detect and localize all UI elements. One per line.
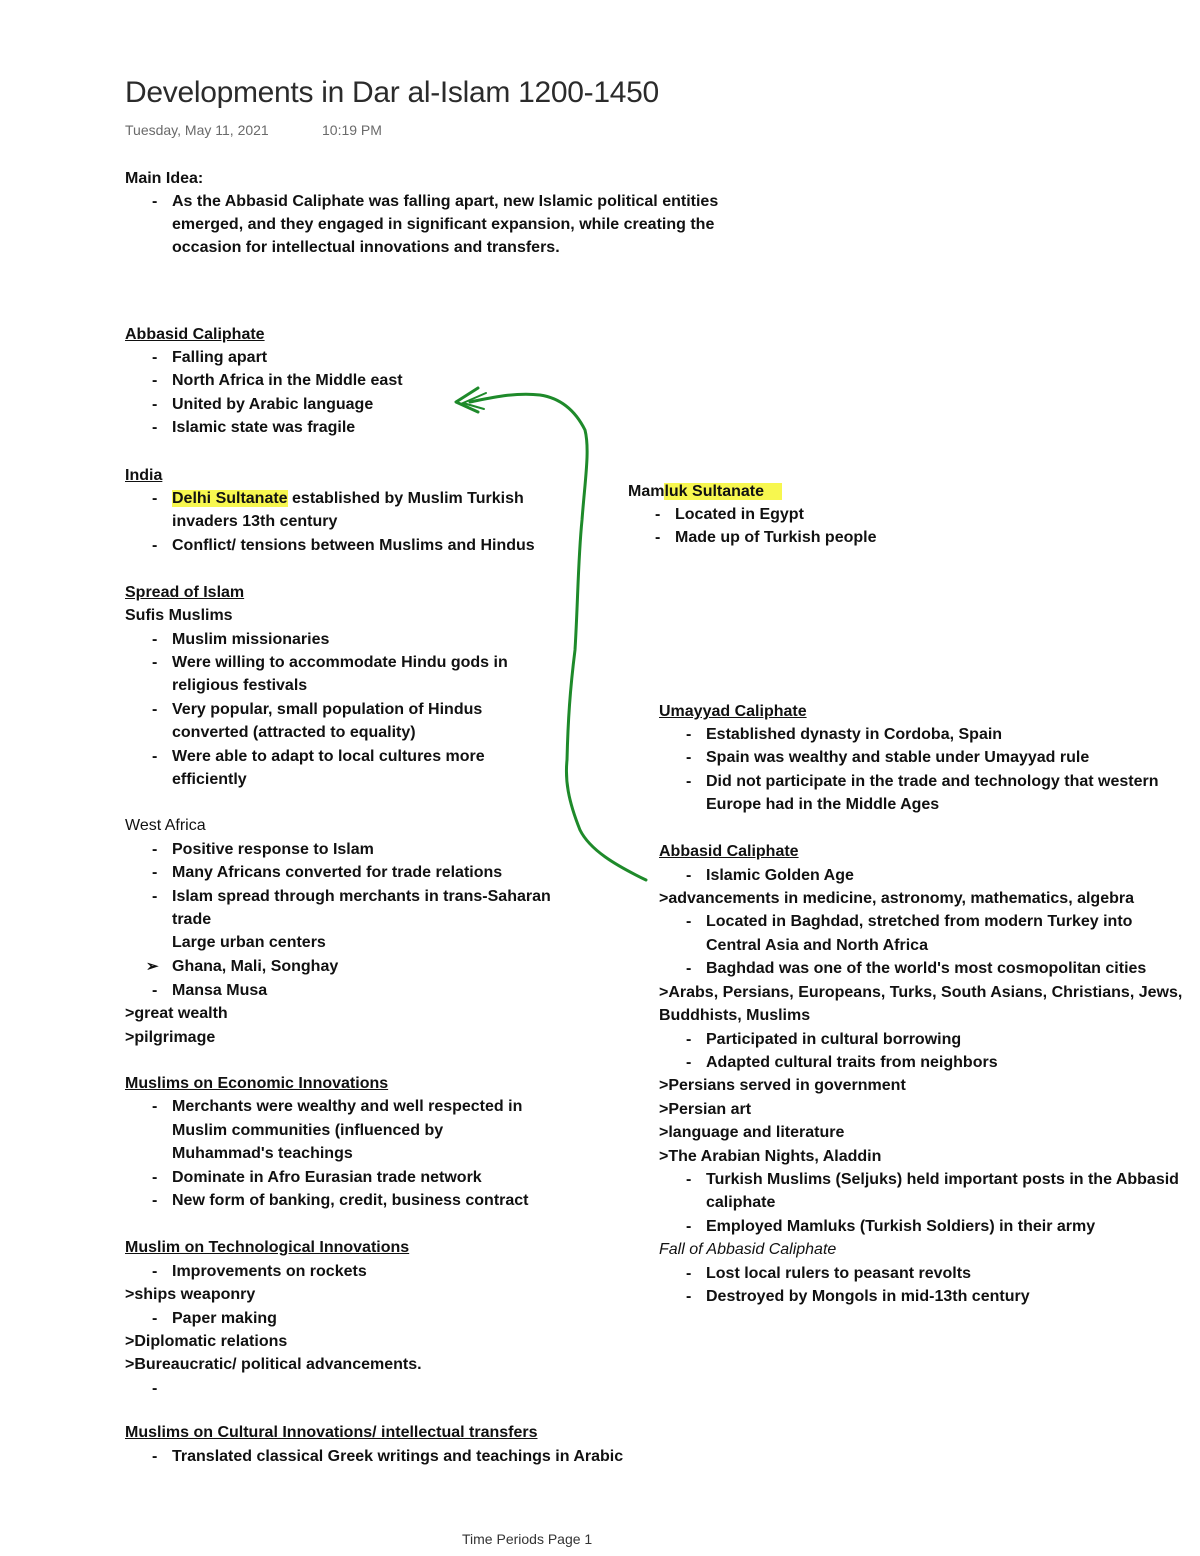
list-item: - Improvements on rockets bbox=[172, 1260, 367, 1284]
list-item-cont: converted (attracted to equality) bbox=[172, 724, 416, 741]
list-item: >Arabs, Persians, Europeans, Turks, South Asians, Christians, Jews, bbox=[659, 984, 1183, 1001]
list-item: - Were able to adapt to local cultures more bbox=[172, 745, 485, 769]
page-date: Tuesday, May 11, 2021 bbox=[125, 122, 269, 138]
spread-subheading: Sufis Muslims bbox=[125, 607, 233, 624]
list-item: - Located in Baghdad, stretched from modern Turkey into bbox=[706, 910, 1132, 934]
list-item: - Many Africans converted for trade relations bbox=[172, 861, 502, 885]
list-item: >great wealth bbox=[125, 1005, 228, 1022]
list-item-cont: Europe had in the Middle Ages bbox=[706, 796, 940, 813]
list-item: - Baghdad was one of the world's most cosmopolitan cities bbox=[706, 957, 1146, 981]
mamluk-heading-a: Mam bbox=[628, 483, 665, 500]
list-item: - Lost local rulers to peasant revolts bbox=[706, 1262, 971, 1286]
page-footer: Time Periods Page 1 bbox=[462, 1531, 593, 1547]
list-item-cont: caliphate bbox=[706, 1194, 776, 1211]
list-item: >ships weaponry bbox=[125, 1286, 256, 1303]
list-item: - Islamic Golden Age bbox=[706, 864, 854, 888]
list-item: - Mansa Musa bbox=[172, 979, 267, 1003]
fall-heading: Fall of Abbasid Caliphate bbox=[659, 1241, 837, 1258]
arrow-path bbox=[470, 394, 646, 880]
list-item: >Diplomatic relations bbox=[125, 1333, 288, 1350]
page-time: 10:19 PM bbox=[322, 122, 382, 138]
list-item-cont: religious festivals bbox=[172, 677, 308, 694]
list-item: - Did not participate in the trade and technology that western bbox=[706, 770, 1159, 794]
list-item-cont: efficiently bbox=[172, 771, 247, 788]
tech-heading: Muslim on Technological Innovations bbox=[125, 1239, 410, 1256]
list-item: >The Arabian Nights, Aladdin bbox=[659, 1148, 882, 1165]
list-item: - Made up of Turkish people bbox=[675, 526, 877, 550]
page-title: Developments in Dar al-Islam 1200-1450 bbox=[125, 76, 659, 109]
list-item: >Persian art bbox=[659, 1101, 752, 1118]
list-item: - Translated classical Greek writings and teachings in Arabic bbox=[172, 1445, 623, 1469]
list-item: >Persians served in government bbox=[659, 1077, 906, 1094]
list-item: - Paper making bbox=[172, 1307, 277, 1331]
list-item-cont: Central Asia and North Africa bbox=[706, 937, 928, 954]
list-item-cont: Muslim communities (influenced by bbox=[172, 1122, 444, 1139]
cultural-heading: Muslims on Cultural Innovations/ intellectual transfers bbox=[125, 1424, 538, 1441]
list-item: - Islamic state was fragile bbox=[172, 416, 355, 440]
india-heading: India bbox=[125, 467, 163, 484]
list-item: - Very popular, small population of Hindus bbox=[172, 698, 482, 722]
abbasid-left-heading: Abbasid Caliphate bbox=[125, 326, 265, 343]
list-item-cont: Buddhists, Muslims bbox=[659, 1007, 811, 1024]
list-item: - Turkish Muslims (Seljuks) held important posts in the Abbasid bbox=[706, 1168, 1179, 1192]
list-item: - New form of banking, credit, business contract bbox=[172, 1189, 529, 1213]
list-item: - Adapted cultural traits from neighbors bbox=[706, 1051, 998, 1075]
spread-heading: Spread of Islam bbox=[125, 584, 245, 601]
abbasid-right-heading: Abbasid Caliphate bbox=[659, 843, 799, 860]
list-item: ➢ Ghana, Mali, Songhay bbox=[172, 955, 338, 979]
list-item: >pilgrimage bbox=[125, 1029, 216, 1046]
list-item-text: established by Muslim Turkish bbox=[287, 490, 524, 507]
main-idea-line: occasion for intellectual innovations and transfers. bbox=[172, 239, 560, 256]
list-item: >Bureaucratic/ political advancements. bbox=[125, 1356, 422, 1373]
list-item: - Positive response to Islam bbox=[172, 838, 374, 862]
list-item-cont: Muhammad's teachings bbox=[172, 1145, 353, 1162]
list-item-cont: trade bbox=[172, 911, 212, 928]
list-item: - Established dynasty in Cordoba, Spain bbox=[706, 723, 1002, 747]
list-item: - Islam spread through merchants in trans-Saharan bbox=[172, 885, 551, 909]
main-idea-line: emerged, and they engaged in significant expansion, while creating the bbox=[172, 216, 715, 233]
list-item: - Muslim missionaries bbox=[172, 628, 329, 652]
list-item: - Were willing to accommodate Hindu gods in bbox=[172, 651, 508, 675]
list-item-cont: invaders 13th century bbox=[172, 513, 338, 530]
list-item: >advancements in medicine, astronomy, mathematics, algebra bbox=[659, 890, 1134, 907]
list-item: - Participated in cultural borrowing bbox=[706, 1028, 961, 1052]
list-item: - Located in Egypt bbox=[675, 503, 804, 527]
list-item: - Employed Mamluks (Turkish Soldiers) in their army bbox=[706, 1215, 1095, 1239]
economic-heading: Muslims on Economic Innovations bbox=[125, 1075, 389, 1092]
west-africa-heading: West Africa bbox=[125, 817, 206, 834]
list-item: - Falling apart bbox=[172, 346, 267, 370]
list-item: - Conflict/ tensions between Muslims and Hindus bbox=[172, 534, 535, 558]
main-idea-line: - As the Abbasid Caliphate was falling apart, new Islamic political entities bbox=[172, 190, 718, 214]
list-item-cont: Large urban centers bbox=[172, 934, 326, 951]
list-item: - Dominate in Afro Eurasian trade network bbox=[172, 1166, 482, 1190]
list-item: - Spain was wealthy and stable under Umayyad rule bbox=[706, 746, 1089, 770]
list-item: - Destroyed by Mongols in mid-13th century bbox=[706, 1285, 1030, 1309]
delhi-sultanate-highlight: Delhi Sultanate bbox=[172, 490, 288, 507]
mamluk-highlight: luk Sultanate bbox=[664, 483, 782, 500]
umayyad-heading: Umayyad Caliphate bbox=[659, 703, 807, 720]
list-item: - United by Arabic language bbox=[172, 393, 373, 417]
list-item: - Merchants were wealthy and well respected in bbox=[172, 1095, 522, 1119]
list-item: >language and literature bbox=[659, 1124, 845, 1141]
list-item: - North Africa in the Middle east bbox=[172, 369, 403, 393]
main-idea-label: Main Idea: bbox=[125, 170, 204, 187]
